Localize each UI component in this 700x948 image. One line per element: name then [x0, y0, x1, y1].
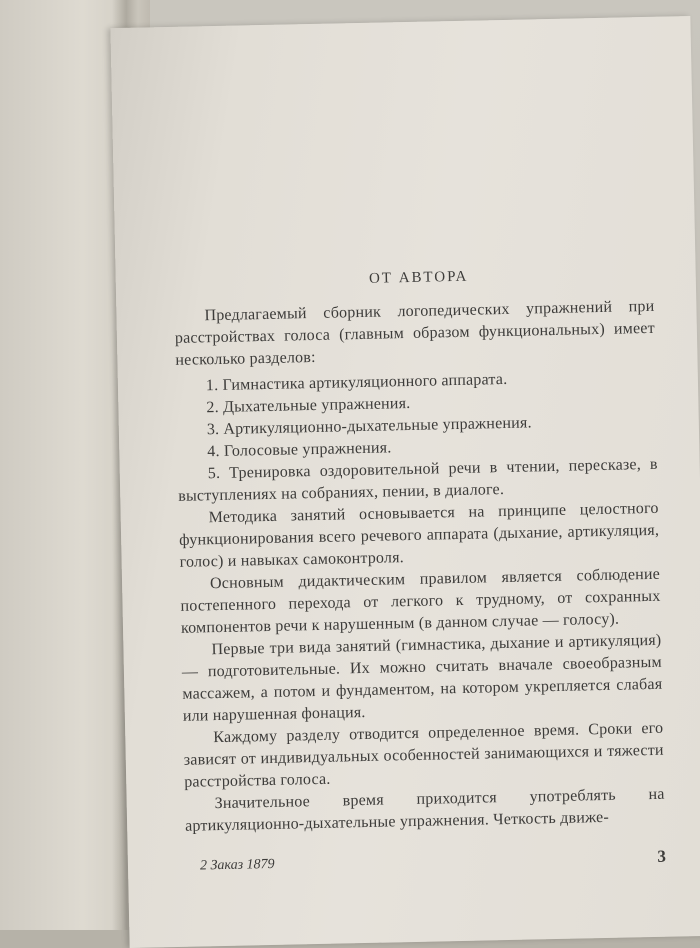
section-title: ОТ АВТОРА — [368, 268, 469, 287]
list-item: 4. Голосовые упражнения. — [207, 439, 392, 461]
list-item: 5. Тренировка оздоровительной речи в чтении, пересказе, в выступлениях на собраниях, пении, в диалоге. — [178, 455, 658, 505]
list-item: 2. Дыхательные упражнения. — [206, 394, 411, 417]
page-footer — [186, 846, 667, 883]
book-page — [110, 16, 700, 948]
body-paragraph: Основным дидактическим правилом является соблюдение постепенного перехода от легкого к трудному, от сохранных компонентов речи к нарушенным (в данном случае — голосу). — [180, 565, 661, 637]
page-number: 3 — [657, 846, 667, 866]
body-paragraph: Каждому разделу отводится определенное время. Сроки его зависят от индивидуальных особенностей занимающихся и тяжести расстройства голоса. — [183, 719, 664, 791]
page-content — [174, 262, 666, 838]
list-item: 1. Гимнастика артикуляционного аппарата. — [205, 370, 508, 395]
body-paragraph: Первые три вида занятий (гимнастика, дыхание и артикуляция) — подготовительные. Их можно считать вначале своеобразным массажем, а потом и фундаментом, на котором укрепляется слабая или нарушенная фонация. — [181, 631, 663, 725]
body-paragraph: Методика занятий основывается на принципе целостного функционирования всего речевого аппарата (дыхание, артикуляция, голос) и навыках самоконтроля. — [178, 499, 660, 571]
printer-signature: 2 Заказ 1879 — [199, 856, 275, 874]
list-item: 3. Артикуляционно-дыхательные упражнения. — [206, 414, 532, 439]
body-paragraph: Значительное время приходится употреблять на артикуляционно-дыхательные упражнения. Четкость движе- — [184, 785, 665, 835]
intro-paragraph: Предлагаемый сборник логопедических упражнений при расстройствах голоса (главным образом функциональных) имеет несколько разделов: — [174, 297, 656, 369]
